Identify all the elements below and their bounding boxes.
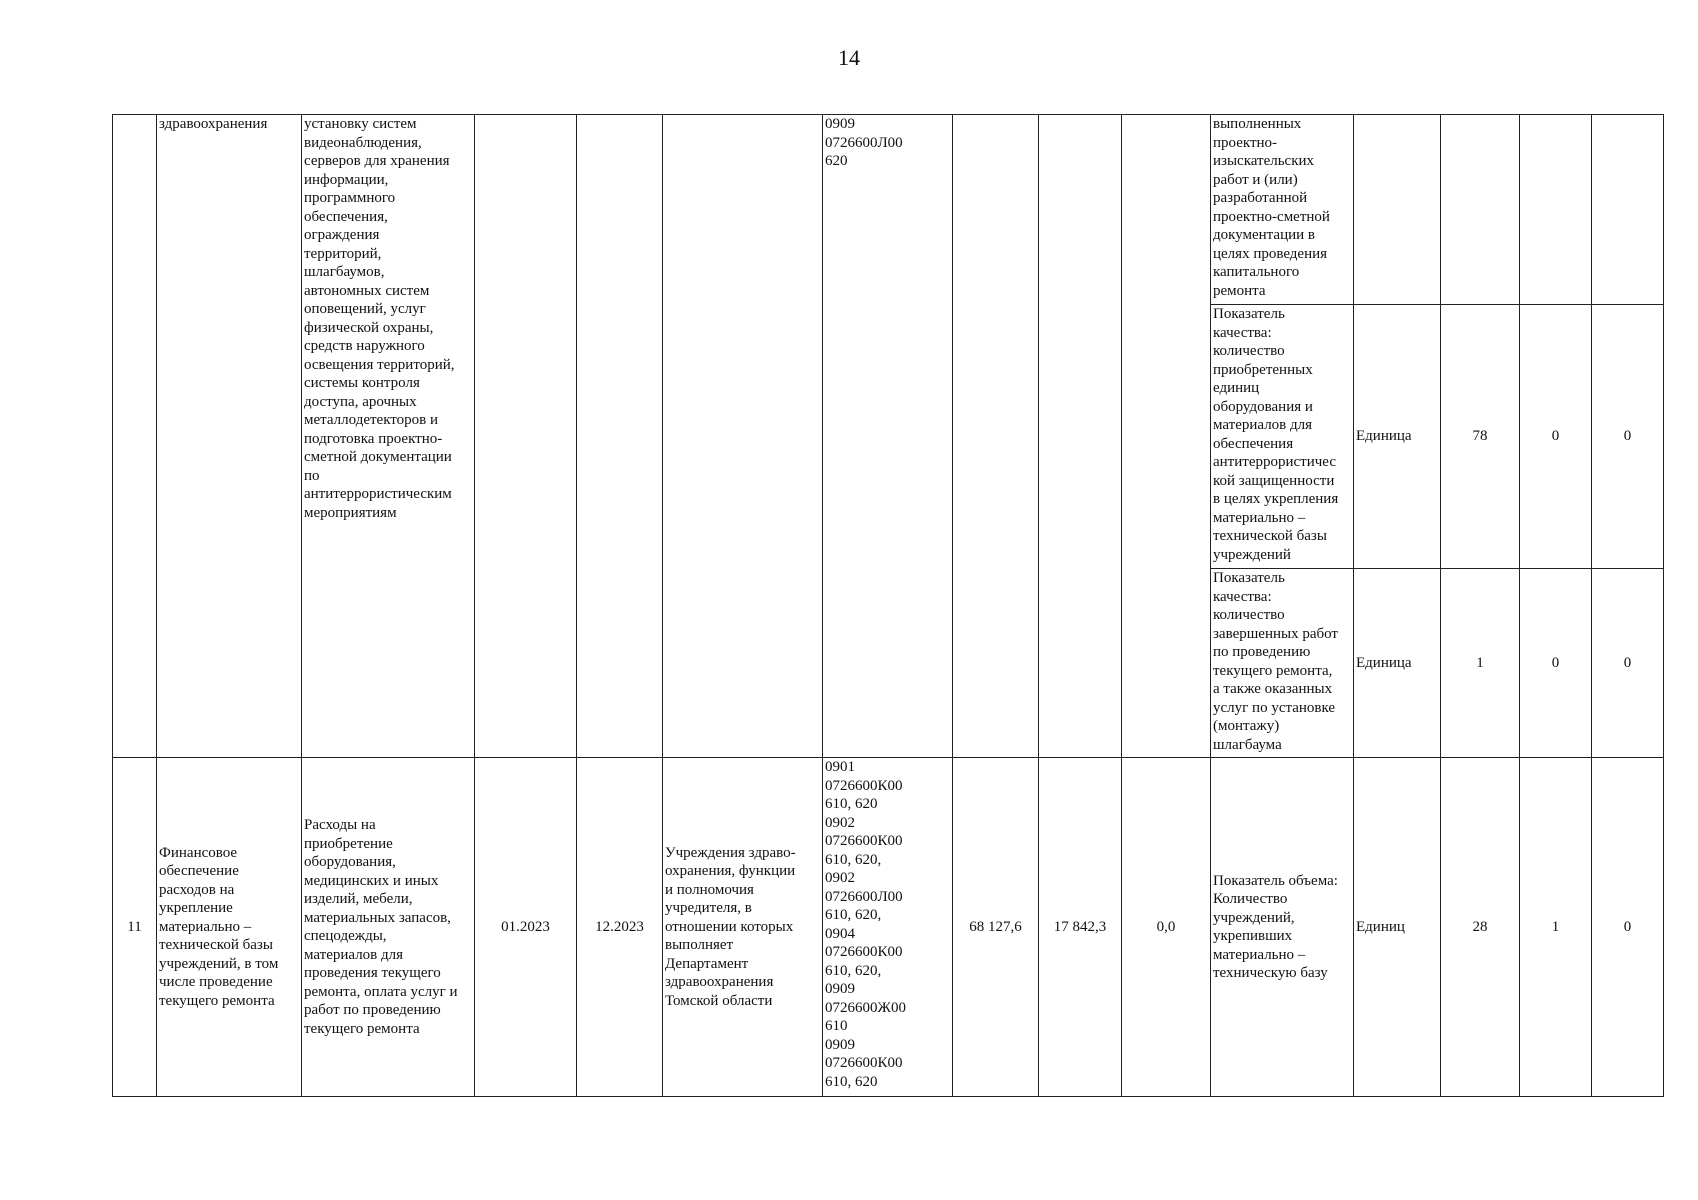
cell-indicator-value-2 bbox=[1520, 115, 1592, 305]
cell-indicator-value-2: 0 bbox=[1520, 305, 1592, 569]
cell-indicator-value-1: 1 bbox=[1441, 569, 1520, 758]
cell-indicator-value-3: 0 bbox=[1592, 305, 1664, 569]
cell-indicator-name: Показатель качества: количество завершенных работ по проведению текущего ремонта, а также оказанных услуг по установке (монтажу) шлагбаума bbox=[1211, 569, 1354, 758]
cell-indicator-unit: Единиц bbox=[1354, 758, 1441, 1097]
table-row bbox=[113, 115, 1664, 305]
cell-amount-3: 0,0 bbox=[1122, 758, 1211, 1097]
measures-table bbox=[112, 114, 1664, 1097]
cell-executor-empty bbox=[663, 115, 823, 758]
cell-kbk: 0909 0726600Л00 620 bbox=[823, 115, 953, 758]
cell-number-empty bbox=[113, 115, 157, 758]
cell-start-date: 01.2023 bbox=[475, 758, 577, 1097]
cell-indicator-name: выполненных проектно- изыскательских работ и (или) разработанной проектно-сметной документации в целях проведения капитального ремонта bbox=[1211, 115, 1354, 305]
cell-indicator-value-1: 78 bbox=[1441, 305, 1520, 569]
cell-indicator-name: Показатель качества: количество приобретенных единиц оборудования и материалов для обеспечения антитеррористичес кой защищенности в целях укрепления материально – технической базы учреждений bbox=[1211, 305, 1354, 569]
page-number: 14 bbox=[838, 45, 860, 70]
cell-start-empty bbox=[475, 115, 577, 758]
cell-indicator-value-3: 0 bbox=[1592, 569, 1664, 758]
cell-indicator-value-3 bbox=[1592, 115, 1664, 305]
cell-amount-2-empty bbox=[1039, 115, 1122, 758]
cell-measure-description: установку систем видеонаблюдения, серверов для хранения информации, программного обеспечения, ограждения территорий, шлагбаумов, автономных систем оповещений, услуг физической охраны, средств наружного освещения территорий, системы контроля доступа, арочных металлодетекторов и подготовка проектно- сметной документации по антитеррористическим мероприятиям bbox=[302, 115, 475, 758]
cell-number: 11 bbox=[113, 758, 157, 1097]
cell-kbk: 0901 0726600К00 610, 620 0902 0726600К00 610, 620, 0902 0726600Л00 610, 620, 0904 0726600К00 610, 620, 0909 0726600Ж00 610 0909 0726600К00 610, 620 bbox=[823, 758, 953, 1097]
cell-amount-3-empty bbox=[1122, 115, 1211, 758]
cell-amount-1: 68 127,6 bbox=[953, 758, 1039, 1097]
cell-indicator-value-2: 0 bbox=[1520, 569, 1592, 758]
cell-indicator-unit bbox=[1354, 115, 1441, 305]
cell-indicator-value-2: 1 bbox=[1520, 758, 1592, 1097]
cell-indicator-value-1: 28 bbox=[1441, 758, 1520, 1097]
cell-end-date: 12.2023 bbox=[577, 758, 663, 1097]
cell-measure-name: здравоохранения bbox=[157, 115, 302, 758]
cell-measure-description: Расходы на приобретение оборудования, медицинских и иных изделий, мебели, материальных запасов, спецодежды, материалов для проведения текущего ремонта, оплата услуг и работ по проведению текущего ремонта bbox=[302, 758, 475, 1097]
cell-indicator-value-1 bbox=[1441, 115, 1520, 305]
cell-executor: Учреждения здраво- охранения, функции и полномочия учредителя, в отношении которых выполняет Департамент здравоохранения Томской области bbox=[663, 758, 823, 1097]
cell-indicator-value-3: 0 bbox=[1592, 758, 1664, 1097]
cell-measure-name: Финансовое обеспечение расходов на укрепление материально – технической базы учреждений, в том числе проведение текущего ремонта bbox=[157, 758, 302, 1097]
cell-amount-2: 17 842,3 bbox=[1039, 758, 1122, 1097]
cell-indicator-unit: Единица bbox=[1354, 569, 1441, 758]
cell-end-empty bbox=[577, 115, 663, 758]
table-row-11 bbox=[113, 758, 1664, 1097]
cell-indicator-unit: Единица bbox=[1354, 305, 1441, 569]
cell-amount-1-empty bbox=[953, 115, 1039, 758]
cell-indicator-name: Показатель объема: Количество учреждений, укрепивших материально – техническую базу bbox=[1211, 758, 1354, 1097]
